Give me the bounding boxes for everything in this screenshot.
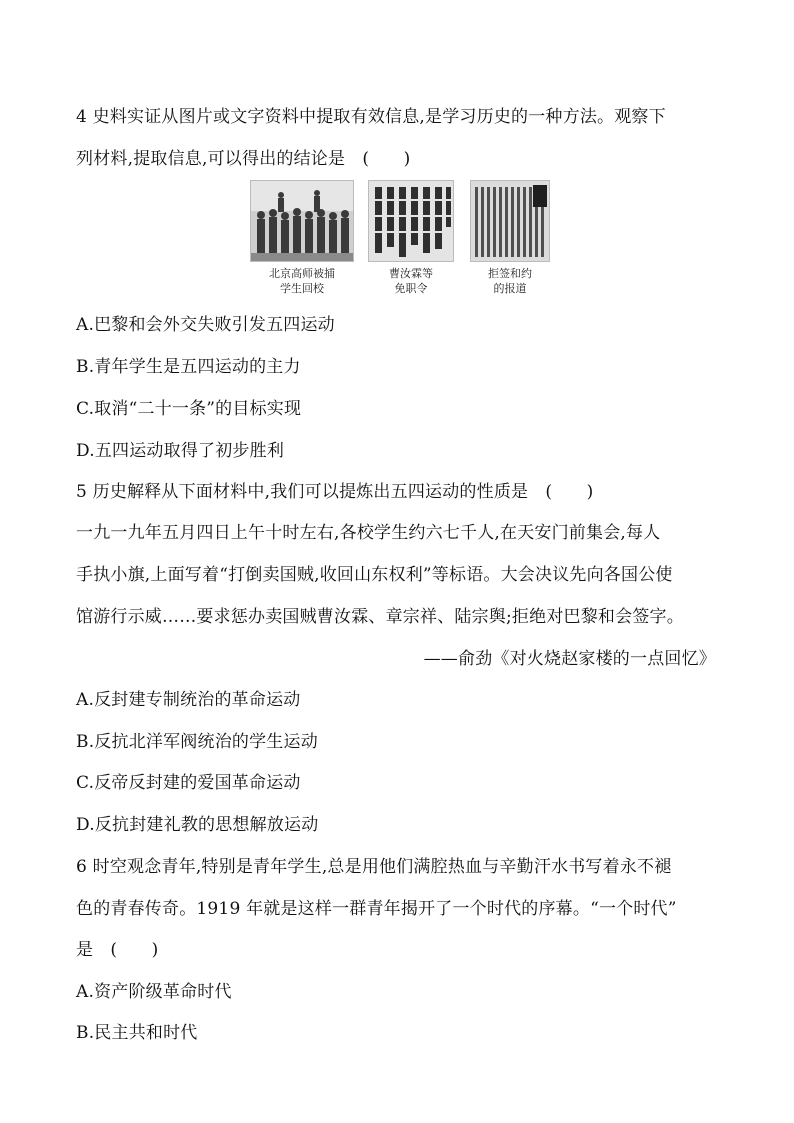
q5-option-a[interactable]: A.反封建专制统治的革命运动 [76,690,301,710]
q5-stem: 5 历史解释从下面材料中,我们可以提炼出五四运动的性质是 ( ) [76,482,594,502]
q5-option-c[interactable]: C.反帝反封建的爱国革命运动 [76,773,301,793]
q6-stem-line-3: 是 ( ) [76,940,159,960]
dismissal-order-document [368,180,454,262]
q6-option-a[interactable]: A.资产阶级革命时代 [76,982,232,1002]
figure-caption: 曹汝霖等 免职令 [389,267,433,295]
q4-option-b[interactable]: B.青年学生是五四运动的主力 [76,357,301,377]
figure-caption: 北京高师被捕 学生回校 [269,267,335,295]
q4-option-c[interactable]: C.取消“二十一条”的目标实现 [76,399,302,419]
q4-stem-line-2: 列材料,提取信息,可以得出的结论是 ( ) [76,149,411,169]
q6-stem-line-1: 6 时空观念青年,特别是青年学生,总是用他们满腔热血与辛勤汗水书写着永不褪 [76,857,672,877]
figure-students-returning [250,180,354,296]
figure-dismissal-order [368,180,454,296]
q5-option-d[interactable]: D.反抗封建礼教的思想解放运动 [76,815,319,835]
q5-quote-line-3: 馆游行示威……要求惩办卖国贼曹汝霖、章宗祥、陆宗舆;拒绝对巴黎和会签字。 [76,607,684,627]
q4-stem-line-1: 4 史料实证从图片或文字资料中提取有效信息,是学习历史的一种方法。观察下 [76,107,666,127]
figure-refusal-report [470,180,550,296]
q4-figures [248,180,578,300]
q5-quote-line-2: 手执小旗,上面写着“打倒卖国贼,收回山东权利”等标语。大会决议先向各国公使 [76,565,673,585]
students-photo [250,180,354,262]
figure-caption: 拒签和约 的报道 [488,267,532,295]
q5-quote-line-1: 一九一九年五月四日上午十时左右,各校学生约六七千人,在天安门前集会,每人 [76,523,661,543]
q5-option-b[interactable]: B.反抗北洋军阀统治的学生运动 [76,732,318,752]
q6-option-b[interactable]: B.民主共和时代 [76,1023,198,1043]
q6-stem-line-2: 色的青春传奇。1919 年就是这样一群青年揭开了一个时代的序幕。“一个时代” [76,899,677,919]
q5-quote-source: ——俞劲《对火烧赵家楼的一点回忆》 [423,649,716,669]
newspaper-report [470,180,550,262]
q4-option-d[interactable]: D.五四运动取得了初步胜利 [76,441,285,461]
q4-option-a[interactable]: A.巴黎和会外交失败引发五四运动 [76,315,335,335]
